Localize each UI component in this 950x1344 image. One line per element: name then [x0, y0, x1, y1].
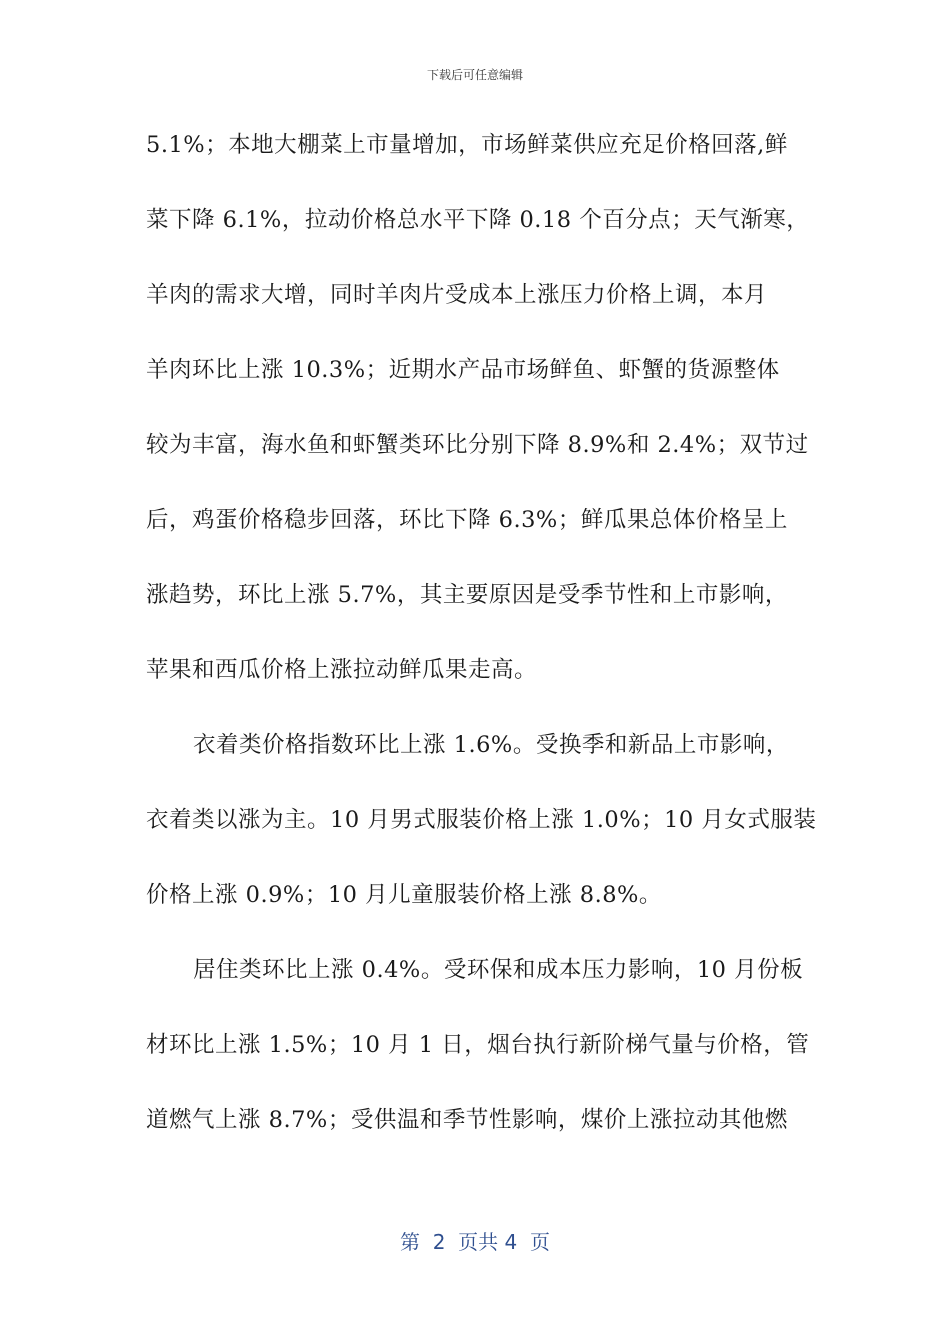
- text-line-5: 较为丰富，海水鱼和虾蟹类环比分别下降 8.9%和 2.4%；双节过: [146, 432, 809, 458]
- text-line-13: 材环比上涨 1.5%；10 月 1 日，烟台执行新阶梯气量与价格，管: [146, 1032, 810, 1058]
- text-line-4: 羊肉环比上涨 10.3%；近期水产品市场鲜鱼、虾蟹的货源整体: [146, 357, 780, 383]
- text-line-10: 衣着类以涨为主。10 月男式服装价格上涨 1.0%；10 月女式服装: [146, 807, 817, 833]
- page-number-footer: 第 2 页共 4 页: [400, 1230, 550, 1254]
- text-line-14: 道燃气上涨 8.7%；受供温和季节性影响，煤价上涨拉动其他燃: [146, 1107, 788, 1133]
- text-line-3: 羊肉的需求大增，同时羊肉片受成本上涨压力价格上调，本月: [146, 282, 768, 308]
- text-line-2: 菜下降 6.1%，拉动价格总水平下降 0.18 个百分点；天气渐寒，: [146, 207, 810, 233]
- header-note: 下载后可任意编辑: [426, 68, 523, 82]
- paragraph-housing-start: 居住类环比上涨 0.4%。受环保和成本压力影响，10 月份板: [193, 957, 804, 983]
- text-line-7: 涨趋势，环比上涨 5.7%，其主要原因是受季节性和上市影响，: [146, 582, 788, 608]
- paragraph-clothing-start: 衣着类价格指数环比上涨 1.6%。受换季和新品上市影响，: [193, 732, 789, 758]
- text-line-8: 苹果和西瓜价格上涨拉动鲜瓜果走高。: [146, 657, 538, 683]
- text-line-6: 后，鸡蛋价格稳步回落，环比下降 6.3%；鲜瓜果总体价格呈上: [146, 507, 788, 533]
- text-line-11: 价格上涨 0.9%；10 月儿童服装价格上涨 8.8%。: [146, 882, 662, 908]
- text-line-1: 5.1%；本地大棚菜上市量增加，市场鲜菜供应充足价格回落,鲜: [146, 132, 788, 158]
